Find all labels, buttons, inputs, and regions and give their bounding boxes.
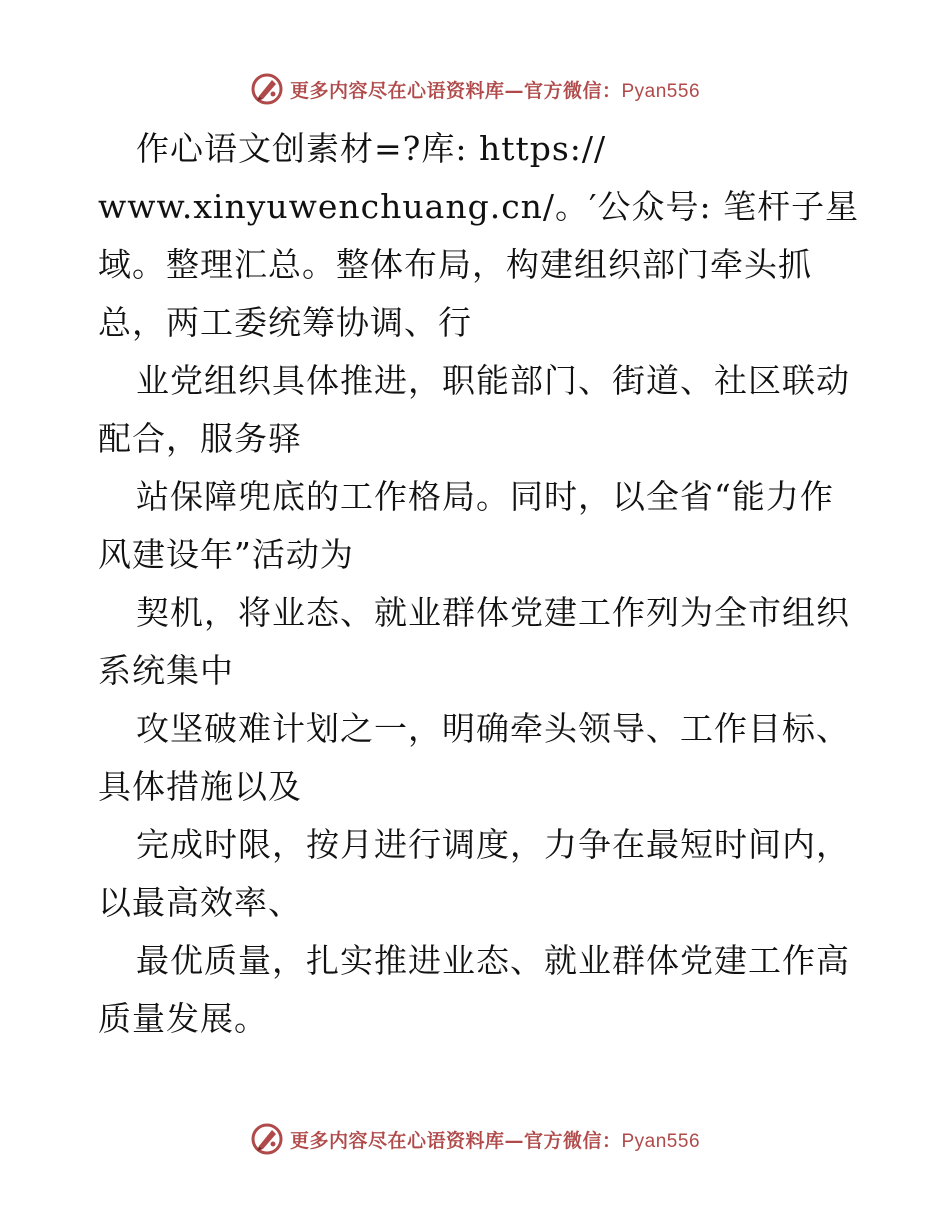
pen-logo-icon — [250, 1122, 284, 1156]
paragraph-line: 最优质量，扎实推进业态、就业群体党建工作高 — [136, 941, 850, 980]
paragraph-line: 完成时限，按月进行调度，力争在最短时间内， — [136, 825, 850, 864]
banner-text: 更多内容尽在心语资料库—官方微信：Pyan556 — [289, 79, 701, 102]
paragraph-line: 配合，服务驿 — [98, 419, 302, 458]
paragraph-line: 质量发展。 — [98, 999, 268, 1038]
header-banner — [0, 72, 950, 106]
paragraph-line: 具体措施以及 — [98, 767, 302, 806]
document-body — [98, 120, 858, 1048]
paragraph-line: 总，两工委统筹协调、行 — [98, 303, 472, 342]
paragraph-line: 系统集中 — [98, 651, 234, 690]
paragraph-line: 作心语文创素材=?库: https:// — [136, 129, 607, 168]
paragraph-line: 业党组织具体推进，职能部门、街道、社区联动 — [136, 361, 850, 400]
paragraph-line: 攻坚破难计划之一，明确牵头领导、工作目标、 — [136, 709, 850, 748]
banner-text: 更多内容尽在心语资料库—官方微信：Pyan556 — [289, 1129, 701, 1152]
paragraph-line: 以最高效率、 — [98, 883, 302, 922]
footer-banner — [0, 1122, 950, 1156]
pen-logo-icon — [250, 72, 284, 106]
paragraph-line: 契机，将业态、就业群体党建工作列为全市组织 — [136, 593, 850, 632]
paragraph-line: 风建设年”活动为 — [98, 535, 354, 574]
paragraph-line: www.xinyuwenchuang.cn/。′公众号: 笔杆子星 — [98, 187, 860, 226]
paragraph-line: 站保障兜底的工作格局。同时，以全省“能力作 — [136, 477, 834, 516]
paragraph-line: 域。整理汇总。整体布局，构建组织部门牵头抓 — [98, 245, 812, 284]
